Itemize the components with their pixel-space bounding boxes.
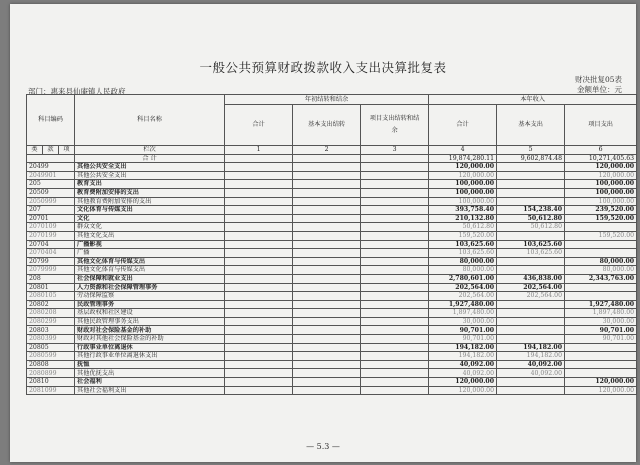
- row-value-1: [225, 274, 293, 283]
- row-value-1: [225, 369, 293, 378]
- row-name: 基层政权和社区建设: [75, 309, 225, 318]
- row-value-6: 120,000.00: [565, 378, 637, 387]
- row-value-2: [293, 335, 361, 344]
- row-name: 社会福利: [75, 378, 225, 387]
- document-title: 一般公共预算财政拨款收入支出决算批复表: [199, 60, 447, 75]
- row-value-4: 1,897,480.00: [429, 309, 497, 318]
- table-row: [27, 283, 637, 292]
- row-value-6: 159,520.00: [565, 214, 637, 223]
- row-value-5: [497, 335, 565, 344]
- row-name: 社会保障和就业支出: [75, 274, 225, 283]
- row-code: 2080299: [27, 317, 75, 326]
- table-row: [27, 240, 637, 249]
- row-value-4: 40,092.00: [429, 360, 497, 369]
- row-name: 其他文化支出: [75, 231, 225, 240]
- row-value-3: [361, 300, 429, 309]
- col-num-6: 6: [565, 146, 637, 155]
- row-value-5: 436,838.00: [497, 274, 565, 283]
- row-value-3: [361, 369, 429, 378]
- row-value-2: [293, 197, 361, 206]
- row-value-6: [565, 249, 637, 258]
- row-value-4: 100,000.00: [429, 188, 497, 197]
- row-code: 2070109: [27, 223, 75, 232]
- header-group-income: 本年收入: [429, 95, 637, 105]
- table-row: [27, 266, 637, 275]
- row-value-2: [293, 292, 361, 301]
- table-row: [27, 180, 637, 189]
- row-code: 20704: [27, 240, 75, 249]
- grand-total-row: [27, 154, 637, 163]
- row-value-1: [225, 309, 293, 318]
- row-value-6: 120,000.00: [565, 171, 637, 180]
- table-row: [27, 292, 637, 301]
- row-code: 207: [27, 206, 75, 215]
- row-code: 2049901: [27, 171, 75, 180]
- row-value-4: 194,182.00: [429, 352, 497, 361]
- row-value-1: [225, 300, 293, 309]
- row-value-6: 100,000.00: [565, 188, 637, 197]
- row-value-2: [293, 386, 361, 395]
- row-value-1: [225, 386, 293, 395]
- row-value-6: 80,000.00: [565, 257, 637, 266]
- row-value-3: [361, 283, 429, 292]
- table-row: [27, 197, 637, 206]
- table-row: [27, 300, 637, 309]
- row-value-1: [225, 240, 293, 249]
- row-value-2: [293, 188, 361, 197]
- row-value-3: [361, 360, 429, 369]
- row-value-4: 120,000.00: [429, 386, 497, 395]
- row-code: 208: [27, 274, 75, 283]
- row-value-2: [293, 240, 361, 249]
- row-value-6: [565, 292, 637, 301]
- col-num-1: 1: [225, 146, 293, 155]
- row-value-3: [361, 257, 429, 266]
- table-code: 财决批复05表: [574, 75, 622, 84]
- row-name: 抚恤: [75, 360, 225, 369]
- row-value-4: 2,780,601.00: [429, 274, 497, 283]
- table-row: [27, 352, 637, 361]
- row-value-2: [293, 163, 361, 172]
- row-value-4: 90,701.00: [429, 326, 497, 335]
- row-code: 20801: [27, 283, 75, 292]
- row-value-2: [293, 214, 361, 223]
- row-value-3: [361, 171, 429, 180]
- row-value-5: 40,092.00: [497, 369, 565, 378]
- row-value-6: 239,520.00: [565, 206, 637, 215]
- row-value-2: [293, 180, 361, 189]
- row-value-4: 90,701.00: [429, 335, 497, 344]
- row-value-6: 90,701.00: [565, 326, 637, 335]
- row-value-1: [225, 283, 293, 292]
- row-code: 205: [27, 180, 75, 189]
- col-num-4: 4: [429, 146, 497, 155]
- row-value-5: [497, 317, 565, 326]
- row-value-2: [293, 223, 361, 232]
- row-code: 20499: [27, 163, 75, 172]
- row-value-3: [361, 266, 429, 275]
- row-value-1: [225, 206, 293, 215]
- row-value-1: [225, 343, 293, 352]
- row-value-3: [361, 249, 429, 258]
- row-value-6: 159,520.00: [565, 231, 637, 240]
- row-name: 财政对社会保险基金的补助: [75, 326, 225, 335]
- row-value-5: 103,625.60: [497, 240, 565, 249]
- header-total: 合计: [225, 105, 293, 146]
- table-row: [27, 274, 637, 283]
- row-code: 2080105: [27, 292, 75, 301]
- row-value-1: [225, 214, 293, 223]
- budget-table: [26, 94, 637, 395]
- row-value-3: [361, 240, 429, 249]
- row-code: 20805: [27, 343, 75, 352]
- row-value-2: [293, 369, 361, 378]
- row-value-3: [361, 343, 429, 352]
- header-sub-section: 项: [59, 146, 75, 155]
- row-value-5: 194,182.00: [497, 352, 565, 361]
- table-row: [27, 231, 637, 240]
- row-value-6: 1,897,480.00: [565, 309, 637, 318]
- row-value-1: [225, 188, 293, 197]
- row-value-1: [225, 378, 293, 387]
- row-value-4: 120,000.00: [429, 378, 497, 387]
- row-value-1: [225, 266, 293, 275]
- row-value-1: [225, 360, 293, 369]
- row-name: 教育支出: [75, 180, 225, 189]
- row-code: 2070199: [27, 231, 75, 240]
- row-value-1: [225, 257, 293, 266]
- header-sub-item: 款: [43, 146, 59, 155]
- row-name: 劳动保障监察: [75, 292, 225, 301]
- row-value-3: [361, 231, 429, 240]
- row-value-4: 80,000.00: [429, 266, 497, 275]
- row-name: 其他教育费附加安排的支出: [75, 197, 225, 206]
- row-value-1: [225, 352, 293, 361]
- row-value-4: 40,092.00: [429, 369, 497, 378]
- row-value-1: [225, 292, 293, 301]
- row-value-2: [293, 300, 361, 309]
- header-income-basic: 基本支出: [497, 105, 565, 146]
- row-value-2: [293, 231, 361, 240]
- row-code: 2080599: [27, 352, 75, 361]
- row-value-4: 120,000.00: [429, 171, 497, 180]
- row-value-5: [497, 309, 565, 318]
- row-value-1: [225, 326, 293, 335]
- grand-total-value-5: 9,602,874.48: [497, 154, 565, 163]
- row-value-3: [361, 206, 429, 215]
- row-value-3: [361, 188, 429, 197]
- row-value-5: [497, 378, 565, 387]
- grand-total-value-1: [225, 154, 293, 163]
- row-name: 广播影视: [75, 240, 225, 249]
- row-code: 20802: [27, 300, 75, 309]
- row-value-6: 2,343,763.00: [565, 274, 637, 283]
- row-value-1: [225, 317, 293, 326]
- grand-total-value-2: [293, 154, 361, 163]
- table-row: [27, 214, 637, 223]
- table-row: [27, 171, 637, 180]
- row-name: 财政对其他社会保险基金的补助: [75, 335, 225, 344]
- grand-total-label: 合 计: [75, 154, 225, 163]
- row-value-6: [565, 352, 637, 361]
- row-name: 其他优抚支出: [75, 369, 225, 378]
- col-num-5: 5: [497, 146, 565, 155]
- row-value-4: 194,182.00: [429, 343, 497, 352]
- row-value-4: 120,000.00: [429, 163, 497, 172]
- row-value-4: 50,612.80: [429, 223, 497, 232]
- row-name: 其他公共安全支出: [75, 163, 225, 172]
- row-value-3: [361, 386, 429, 395]
- row-code: 2070404: [27, 249, 75, 258]
- row-name: 人力资源和社会保障管理事务: [75, 283, 225, 292]
- header-name: 科目名称: [75, 95, 225, 146]
- row-code: 2080208: [27, 309, 75, 318]
- row-value-3: [361, 274, 429, 283]
- row-value-3: [361, 326, 429, 335]
- table-row: [27, 317, 637, 326]
- row-value-5: [497, 231, 565, 240]
- row-value-1: [225, 171, 293, 180]
- row-value-3: [361, 214, 429, 223]
- row-value-6: [565, 360, 637, 369]
- row-code: 20808: [27, 360, 75, 369]
- page-number: — 5.3 —: [306, 442, 340, 451]
- table-row: [27, 257, 637, 266]
- table-row: [27, 309, 637, 318]
- table-row: [27, 326, 637, 335]
- row-value-5: [497, 326, 565, 335]
- row-value-5: [497, 386, 565, 395]
- row-value-1: [225, 231, 293, 240]
- row-value-1: [225, 163, 293, 172]
- grand-total-value-3: [361, 154, 429, 163]
- row-name: 其他公共安全支出: [75, 171, 225, 180]
- grand-total-value-6: 10,271,405.63: [565, 154, 637, 163]
- header-project-carryover: 项目支出结转和结余: [361, 105, 429, 146]
- table-row: [27, 335, 637, 344]
- row-value-5: 50,612.80: [497, 223, 565, 232]
- row-code: 20799: [27, 257, 75, 266]
- row-value-4: 30,000.00: [429, 317, 497, 326]
- table-row: [27, 163, 637, 172]
- row-value-5: [497, 180, 565, 189]
- row-value-4: 100,000.00: [429, 197, 497, 206]
- row-value-1: [225, 335, 293, 344]
- row-value-2: [293, 378, 361, 387]
- row-value-6: [565, 240, 637, 249]
- row-code: 2080899: [27, 369, 75, 378]
- row-value-3: [361, 352, 429, 361]
- row-name: 广播: [75, 249, 225, 258]
- row-value-2: [293, 352, 361, 361]
- row-value-6: 120,000.00: [565, 386, 637, 395]
- row-value-6: 1,927,480.00: [565, 300, 637, 309]
- row-value-4: 202,564.00: [429, 292, 497, 301]
- row-value-6: 100,000.00: [565, 197, 637, 206]
- row-name: 其他文化体育与传媒支出: [75, 266, 225, 275]
- row-value-2: [293, 343, 361, 352]
- row-value-5: 154,238.40: [497, 206, 565, 215]
- row-value-4: 1,927,480.00: [429, 300, 497, 309]
- row-value-4: 159,520.00: [429, 231, 497, 240]
- row-value-5: 202,564.00: [497, 292, 565, 301]
- row-value-3: [361, 378, 429, 387]
- table-row: [27, 386, 637, 395]
- row-value-6: [565, 369, 637, 378]
- row-name: 行政事业单位离退休: [75, 343, 225, 352]
- row-name: 其他文化体育与传媒支出: [75, 257, 225, 266]
- row-value-5: [497, 188, 565, 197]
- row-value-3: [361, 317, 429, 326]
- row-value-6: [565, 343, 637, 352]
- row-value-6: 80,000.00: [565, 266, 637, 275]
- row-value-4: 103,625.60: [429, 249, 497, 258]
- row-name: 其他社会福利支出: [75, 386, 225, 395]
- header-group-carryover: 年初结转和结余: [225, 95, 429, 105]
- header-basic-carryover: 基本支出结转: [293, 105, 361, 146]
- row-value-3: [361, 197, 429, 206]
- row-value-5: [497, 163, 565, 172]
- table-row: [27, 343, 637, 352]
- row-code: 2079999: [27, 266, 75, 275]
- header-income-project: 项目支出: [565, 105, 637, 146]
- row-value-6: 90,701.00: [565, 335, 637, 344]
- row-value-1: [225, 249, 293, 258]
- row-value-2: [293, 206, 361, 215]
- table-row: [27, 249, 637, 258]
- row-value-2: [293, 326, 361, 335]
- column-label: 栏次: [75, 146, 225, 155]
- row-value-5: 202,564.00: [497, 283, 565, 292]
- table-row: [27, 369, 637, 378]
- table-row: [27, 223, 637, 232]
- header-income-total: 合计: [429, 105, 497, 146]
- row-value-2: [293, 309, 361, 318]
- row-value-6: [565, 223, 637, 232]
- row-code: 20509: [27, 188, 75, 197]
- col-num-2: 2: [293, 146, 361, 155]
- row-code: 20803: [27, 326, 75, 335]
- row-name: 其他行政事业单位离退休支出: [75, 352, 225, 361]
- table-row: [27, 188, 637, 197]
- row-value-4: 210,132.80: [429, 214, 497, 223]
- table-row: [27, 360, 637, 369]
- row-value-3: [361, 309, 429, 318]
- row-name: 民政管理事务: [75, 300, 225, 309]
- row-value-5: [497, 171, 565, 180]
- row-value-4: 202,564.00: [429, 283, 497, 292]
- row-value-5: 103,625.60: [497, 249, 565, 258]
- row-value-2: [293, 360, 361, 369]
- header-sub-kind: 类: [27, 146, 43, 155]
- row-value-3: [361, 223, 429, 232]
- row-code: 2050999: [27, 197, 75, 206]
- row-value-2: [293, 266, 361, 275]
- row-value-1: [225, 180, 293, 189]
- row-value-6: 30,000.00: [565, 317, 637, 326]
- document-page: [10, 4, 636, 462]
- row-value-3: [361, 163, 429, 172]
- row-value-4: 103,625.60: [429, 240, 497, 249]
- row-value-2: [293, 274, 361, 283]
- row-value-6: 100,000.00: [565, 180, 637, 189]
- row-value-5: [497, 257, 565, 266]
- row-value-1: [225, 197, 293, 206]
- department-label: 部门：惠来县仙庵镇人民政府: [28, 87, 126, 96]
- row-name: 文化体育与传媒支出: [75, 206, 225, 215]
- row-value-2: [293, 317, 361, 326]
- row-code: 2080399: [27, 335, 75, 344]
- row-value-2: [293, 171, 361, 180]
- row-value-5: [497, 266, 565, 275]
- row-value-5: 50,612.80: [497, 214, 565, 223]
- grand-total-value-4: 19,874,280.11: [429, 154, 497, 163]
- header-code: 科目编码: [27, 95, 75, 146]
- row-value-5: [497, 300, 565, 309]
- row-code: 20810: [27, 378, 75, 387]
- row-value-3: [361, 335, 429, 344]
- row-name: 教育费附加安排的支出: [75, 188, 225, 197]
- row-value-3: [361, 180, 429, 189]
- row-value-5: [497, 197, 565, 206]
- row-value-6: 120,000.00: [565, 163, 637, 172]
- row-name: 文化: [75, 214, 225, 223]
- row-value-2: [293, 283, 361, 292]
- row-value-2: [293, 249, 361, 258]
- col-num-3: 3: [361, 146, 429, 155]
- row-value-2: [293, 257, 361, 266]
- row-value-6: [565, 283, 637, 292]
- row-value-1: [225, 223, 293, 232]
- amount-unit: 金额单位：元: [577, 85, 622, 94]
- table-row: [27, 378, 637, 387]
- row-value-5: 194,182.00: [497, 343, 565, 352]
- table-row: [27, 206, 637, 215]
- row-name: 其他民政管理事务支出: [75, 317, 225, 326]
- row-code: 20701: [27, 214, 75, 223]
- row-value-5: 40,092.00: [497, 360, 565, 369]
- row-value-4: 393,758.40: [429, 206, 497, 215]
- row-name: 群众文化: [75, 223, 225, 232]
- row-value-4: 100,000.00: [429, 180, 497, 189]
- row-value-4: 80,000.00: [429, 257, 497, 266]
- row-value-3: [361, 292, 429, 301]
- row-code: 2081099: [27, 386, 75, 395]
